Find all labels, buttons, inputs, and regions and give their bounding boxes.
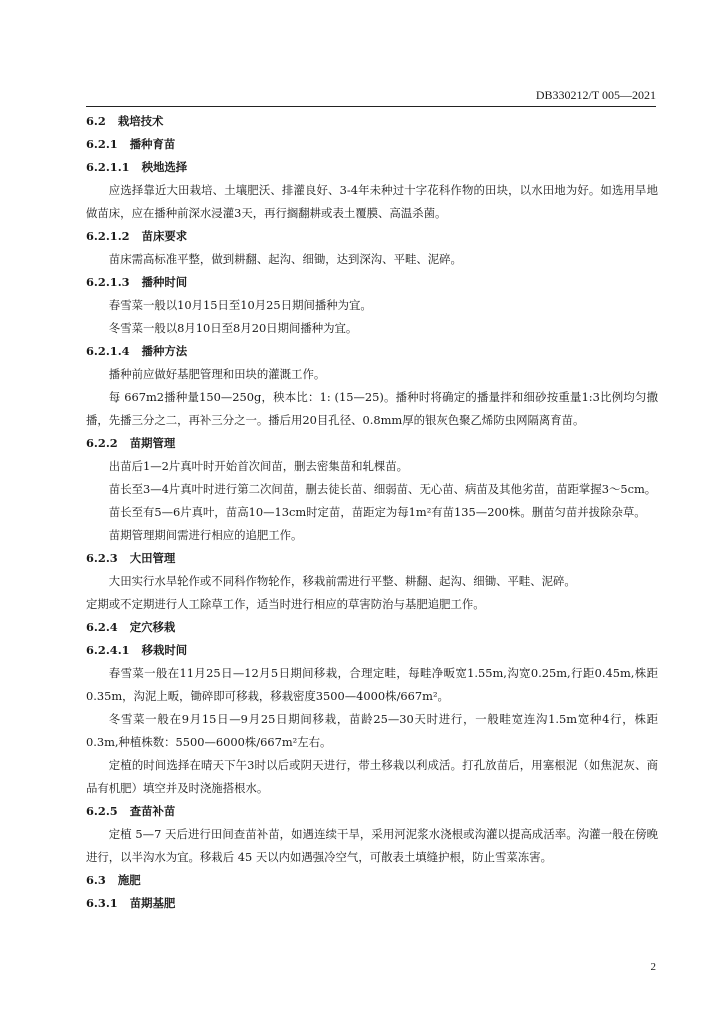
section-heading [86,271,658,294]
section-title: 移栽时间 [141,643,188,657]
section-heading [86,547,658,570]
section-heading [86,156,658,179]
section-heading [86,432,658,455]
section-number: 6.2 [86,114,106,128]
section-number: 6.2.4 [86,620,118,634]
section-title: 施肥 [117,873,141,887]
section-heading [86,800,658,823]
paragraph: 播种前应做好基肥管理和田块的灌溉工作。 [108,367,326,381]
section-title: 查苗补苗 [129,804,176,818]
paragraph: 冬雪菜一般在9月15日—9月25日期间移栽，苗龄25—30天时进行，一般畦宽连沟1.5m宽种4行，株距0.3m,种植株数：5500—6000株/667m²左右。 [86,712,658,749]
section-heading [86,616,658,639]
paragraph: 每 667m2播种量150—250g，秧本比：1: (15—25)。播种时将确定的播量拌和细砂按重量1:3比例均匀撒播，先播三分之二，再补三分之一。播后用20目孔径、0.8mm厚的银灰色聚乙烯防虫网隔离育苗。 [86,390,658,427]
section-heading [86,225,658,248]
section-number: 6.2.1.3 [86,275,130,289]
section-title: 栽培技术 [117,114,164,128]
section-number: 6.2.4.1 [86,643,130,657]
paragraph: 定植的时间选择在晴天下午3时以后或阴天进行，带土移栽以利成活。打孔放苗后，用塞根泥（如焦泥灰、商品有机肥）填空并及时浇施搭根水。 [86,758,658,795]
section-number: 6.3 [86,873,106,887]
section-number: 6.2.2 [86,436,118,450]
paragraph: 应选择靠近大田栽培、土壤肥沃、排灌良好、3-4年未种过十字花科作物的田块，以水田地为好。如选用旱地做苗床，应在播种前深水浸灌3天，再行搁翻耕或表土覆膜、高温杀菌。 [86,183,658,220]
section-number: 6.3.1 [86,896,118,910]
page-number: 2 [650,961,656,973]
section-title: 秧地选择 [141,160,188,174]
section-heading [86,110,658,133]
section-number: 6.2.3 [86,551,118,565]
paragraph: 苗长至3—4片真叶时进行第二次间苗，删去徒长苗、细弱苗、无心苗、病苗及其他劣苗，苗距掌握3～5cm。 [108,482,657,496]
section-title: 苗期管理 [129,436,176,450]
section-number: 6.2.1.4 [86,344,130,358]
section-heading [86,340,658,363]
paragraph: 春雪菜一般以10月15日至10月25日期间播种为宜。 [108,298,372,312]
section-title: 定穴移栽 [129,620,176,634]
document-code: DB330212/T 005—2021 [535,88,656,102]
paragraph: 大田实行水旱轮作或不同科作物轮作，移栽前需进行平整、耕翻、起沟、细锄、平畦、泥碎。 [108,574,576,588]
paragraph: 苗长至有5—6片真叶，苗高10—13cm时定苗，苗距定为每1m²有苗135—200株。删苗匀苗并拔除杂草。 [108,505,646,519]
paragraph: 苗期管理期间需进行相应的追肥工作。 [108,528,303,542]
paragraph: 苗床需高标准平整，做到耕翻、起沟、细锄，达到深沟、平畦、泥碎。 [108,252,462,266]
header-rule [86,106,656,107]
paragraph: 春雪菜一般在11月25日—12月5日期间移栽，合理定畦，每畦净畈宽1.55m,沟宽0.25m,行距0.45m,株距0.35m，沟泥上畈，锄碎即可移栽，移栽密度3500—4000株/667m²。 [86,666,658,703]
section-number: 6.2.1 [86,137,118,151]
section-heading [86,892,658,915]
paragraph: 定期或不定期进行人工除草工作，适当时进行相应的草害防治与基肥追肥工作。 [86,597,485,611]
document-body [86,110,658,915]
section-heading [86,869,658,892]
section-title: 苗期基肥 [129,896,176,910]
section-title: 播种时间 [141,275,188,289]
section-number: 6.2.1.2 [86,229,130,243]
section-title: 大田管理 [129,551,176,565]
paragraph: 出苗后1—2片真叶时开始首次间苗，删去密集苗和轧棵苗。 [108,459,409,473]
section-number: 6.2.5 [86,804,118,818]
section-heading [86,133,658,156]
paragraph: 定植 5—7 天后进行田间查苗补苗，如遇连续干旱，采用河泥浆水浇根或沟灌以提高成活率。沟灌一般在傍晚进行，以半沟水为宜。移栽后 45 天以内如遇强冷空气，可散表土填缝护根，防止雪菜冻害。 [86,827,658,864]
section-number: 6.2.1.1 [86,160,130,174]
paragraph: 冬雪菜一般以8月10日至8月20日期间播种为宜。 [108,321,358,335]
section-title: 播种方法 [141,344,188,358]
section-heading [86,639,658,662]
section-title: 播种育苗 [129,137,176,151]
section-title: 苗床要求 [141,229,188,243]
